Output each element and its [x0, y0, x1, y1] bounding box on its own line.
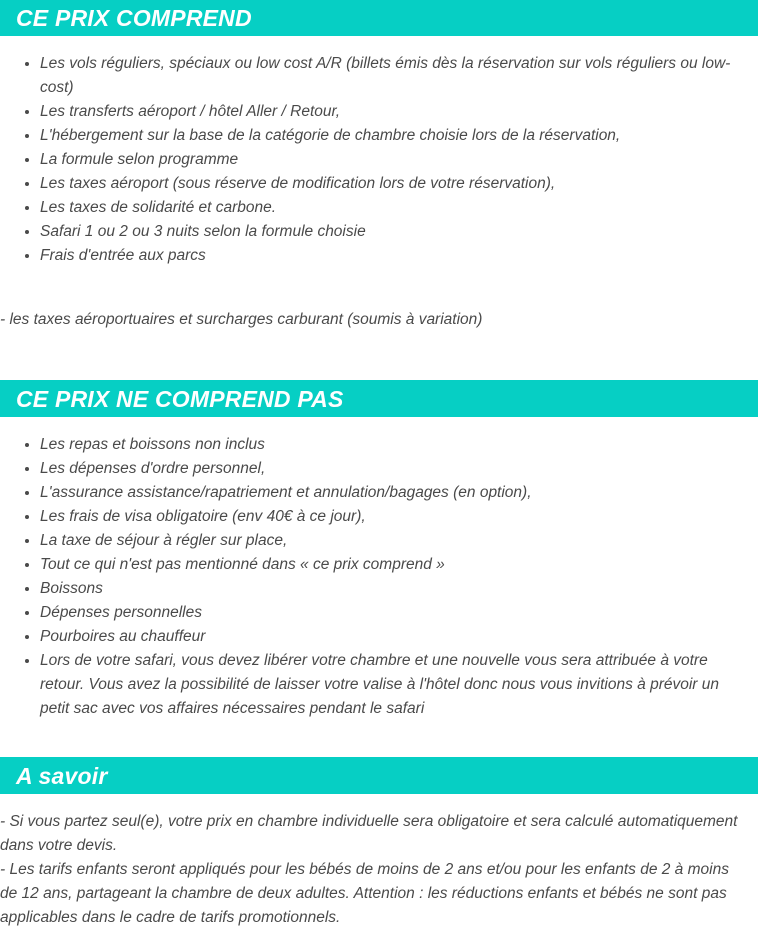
section-title: CE PRIX COMPREND	[16, 5, 252, 31]
list-item	[0, 196, 758, 220]
list-item-text: Boissons	[40, 580, 103, 597]
section-title: CE PRIX NE COMPREND PAS	[16, 385, 344, 412]
bullet-dot-icon	[25, 230, 29, 234]
bullet-dot-icon	[25, 110, 29, 114]
list-item	[0, 172, 758, 196]
bullet-dot-icon	[25, 563, 29, 567]
bullet-dot-icon	[25, 62, 29, 66]
bullet-dot-icon	[25, 206, 29, 210]
section-header-a-savoir	[0, 757, 758, 794]
list-item-text: Les transferts aéroport / hôtel Aller / Retour,	[40, 103, 341, 120]
section-header-ce-prix-ne-comprend-pas	[0, 380, 758, 417]
list-item-text: Les taxes aéroport (sous réserve de modification lors de votre réservation),	[40, 175, 556, 192]
bullet-dot-icon	[25, 254, 29, 258]
list-item-text: La formule selon programme	[40, 151, 239, 168]
list-item	[0, 601, 758, 625]
bullet-dot-icon	[25, 134, 29, 138]
list-item-text: Safari 1 ou 2 ou 3 nuits selon la formule choisie	[40, 223, 366, 240]
list-item	[0, 505, 758, 529]
bullet-dot-icon	[25, 182, 29, 186]
list-item-text: Frais d'entrée aux parcs	[40, 247, 206, 264]
list-item-text: Les dépenses d'ordre personnel,	[40, 460, 266, 477]
list-item-text: L'assurance assistance/rapatriement et annulation/bagages (en option),	[40, 484, 532, 501]
list-item	[0, 244, 758, 268]
list-item	[0, 124, 758, 148]
section-title: A savoir	[16, 762, 108, 789]
list-item-text: Pourboires au chauffeur	[40, 628, 206, 645]
list-item	[0, 625, 758, 649]
list-item-text: Les vols réguliers, spéciaux ou low cost A/R (billets émis dès la réservation sur vols réguliers ou low-cost)	[40, 55, 731, 96]
section-body-ce-prix-comprend	[0, 36, 758, 380]
list-item-text: Lors de votre safari, vous devez libérer votre chambre et une nouvelle vous sera attribuée à votre retour. Vous avez la possibilité de laisser votre valise à l'hôtel donc nous vous invitions à prévoir un petit sac avec vos affaires nécessaires pendant le safari	[40, 652, 720, 717]
list-item	[0, 481, 758, 505]
bullet-dot-icon	[25, 587, 29, 591]
list-item	[0, 100, 758, 124]
section-body-ce-prix-ne-comprend-pas	[0, 417, 758, 757]
section-body-a-savoir	[0, 794, 758, 950]
included-list	[0, 52, 758, 268]
list-item-text: Les repas et boissons non inclus	[40, 436, 265, 453]
list-item	[0, 52, 758, 100]
list-item	[0, 649, 758, 721]
bullet-dot-icon	[25, 659, 29, 663]
list-item	[0, 577, 758, 601]
list-item-text: Les frais de visa obligatoire (env 40€ à ce jour),	[40, 508, 366, 525]
bullet-dot-icon	[25, 158, 29, 162]
note-single-occupancy: - Si vous partez seul(e), votre prix en chambre individuelle sera obligatoire et sera calculé automatiquement dans votre devis.	[0, 813, 738, 854]
bullet-dot-icon	[25, 515, 29, 519]
list-item	[0, 529, 758, 553]
list-item-text: Tout ce qui n'est pas mentionné dans « ce prix comprend »	[40, 556, 445, 573]
section-header-ce-prix-comprend	[0, 0, 758, 36]
bullet-dot-icon	[25, 491, 29, 495]
note-taxes: - les taxes aéroportuaires et surcharges carburant (soumis à variation)	[0, 311, 483, 328]
list-item-text: La taxe de séjour à régler sur place,	[40, 532, 288, 549]
bullet-dot-icon	[25, 539, 29, 543]
list-item-text: Dépenses personnelles	[40, 604, 202, 621]
list-item	[0, 433, 758, 457]
bullet-dot-icon	[25, 443, 29, 447]
list-item	[0, 148, 758, 172]
list-item-text: Les taxes de solidarité et carbone.	[40, 199, 277, 216]
list-item-text: L'hébergement sur la base de la catégorie de chambre choisie lors de la réservation,	[40, 127, 621, 144]
list-item	[0, 220, 758, 244]
bullet-dot-icon	[25, 611, 29, 615]
note-child-rates: - Les tarifs enfants seront appliqués pour les bébés de moins de 2 ans et/ou pour les enfants de 2 à moins de 12 ans, partageant la chambre de deux adultes. Attention : les réductions enfants et bébés ne sont pas applicables dans le cadre de tarifs promotionnels.	[0, 861, 729, 926]
excluded-list	[0, 433, 758, 721]
bullet-dot-icon	[25, 467, 29, 471]
bullet-dot-icon	[25, 635, 29, 639]
list-item	[0, 553, 758, 577]
list-item	[0, 457, 758, 481]
